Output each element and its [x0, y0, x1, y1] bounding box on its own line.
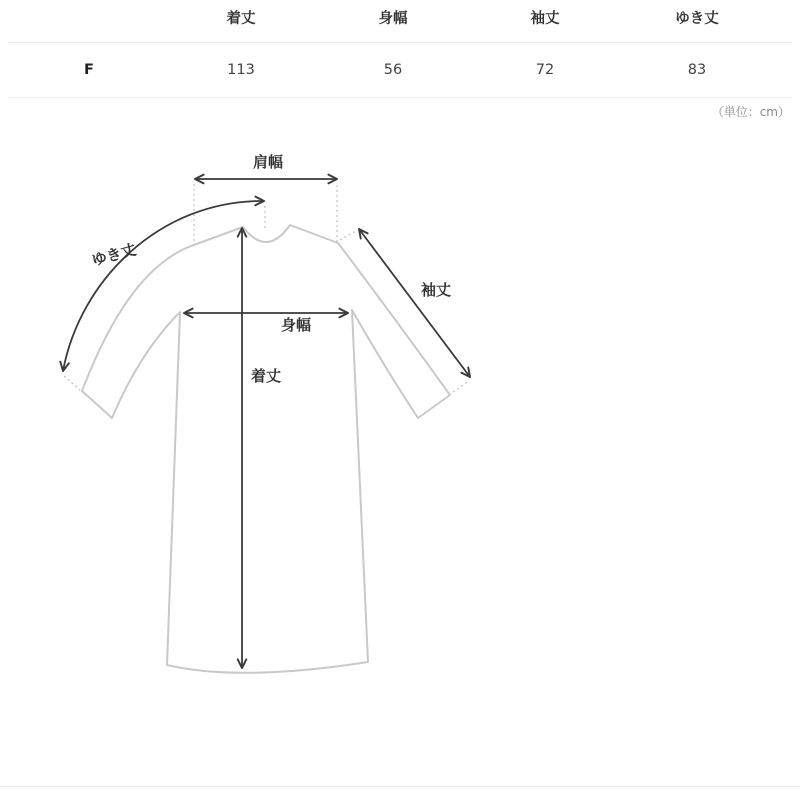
- yuki-length-label: ゆき丈: [89, 240, 139, 270]
- sleeve-length-value: 72: [535, 62, 555, 78]
- shoulder-width-label: 肩幅: [252, 153, 284, 171]
- guide-right-shoulder-point: [340, 231, 356, 240]
- guide-left-cuff: [64, 376, 80, 390]
- garment-outline: [82, 225, 450, 673]
- size-value: F: [84, 62, 94, 78]
- guide-right-cuff: [453, 381, 469, 392]
- sleeve-length-label: 袖丈: [420, 281, 452, 299]
- body-width-value: 56: [383, 62, 403, 78]
- header-length: 着丈: [226, 10, 256, 27]
- header-body-width: 身幅: [378, 10, 408, 27]
- unit-note: （単位：cm）: [711, 105, 790, 119]
- garment-length-label: 着丈: [250, 367, 282, 385]
- yuki-length-value: 83: [687, 62, 707, 78]
- length-value: 113: [227, 62, 255, 78]
- header-sleeve-length: 袖丈: [530, 10, 560, 27]
- body-width-label: 身幅: [280, 316, 312, 334]
- header-yuki-length: ゆき丈: [675, 10, 719, 27]
- page-bottom-rule: [0, 786, 800, 787]
